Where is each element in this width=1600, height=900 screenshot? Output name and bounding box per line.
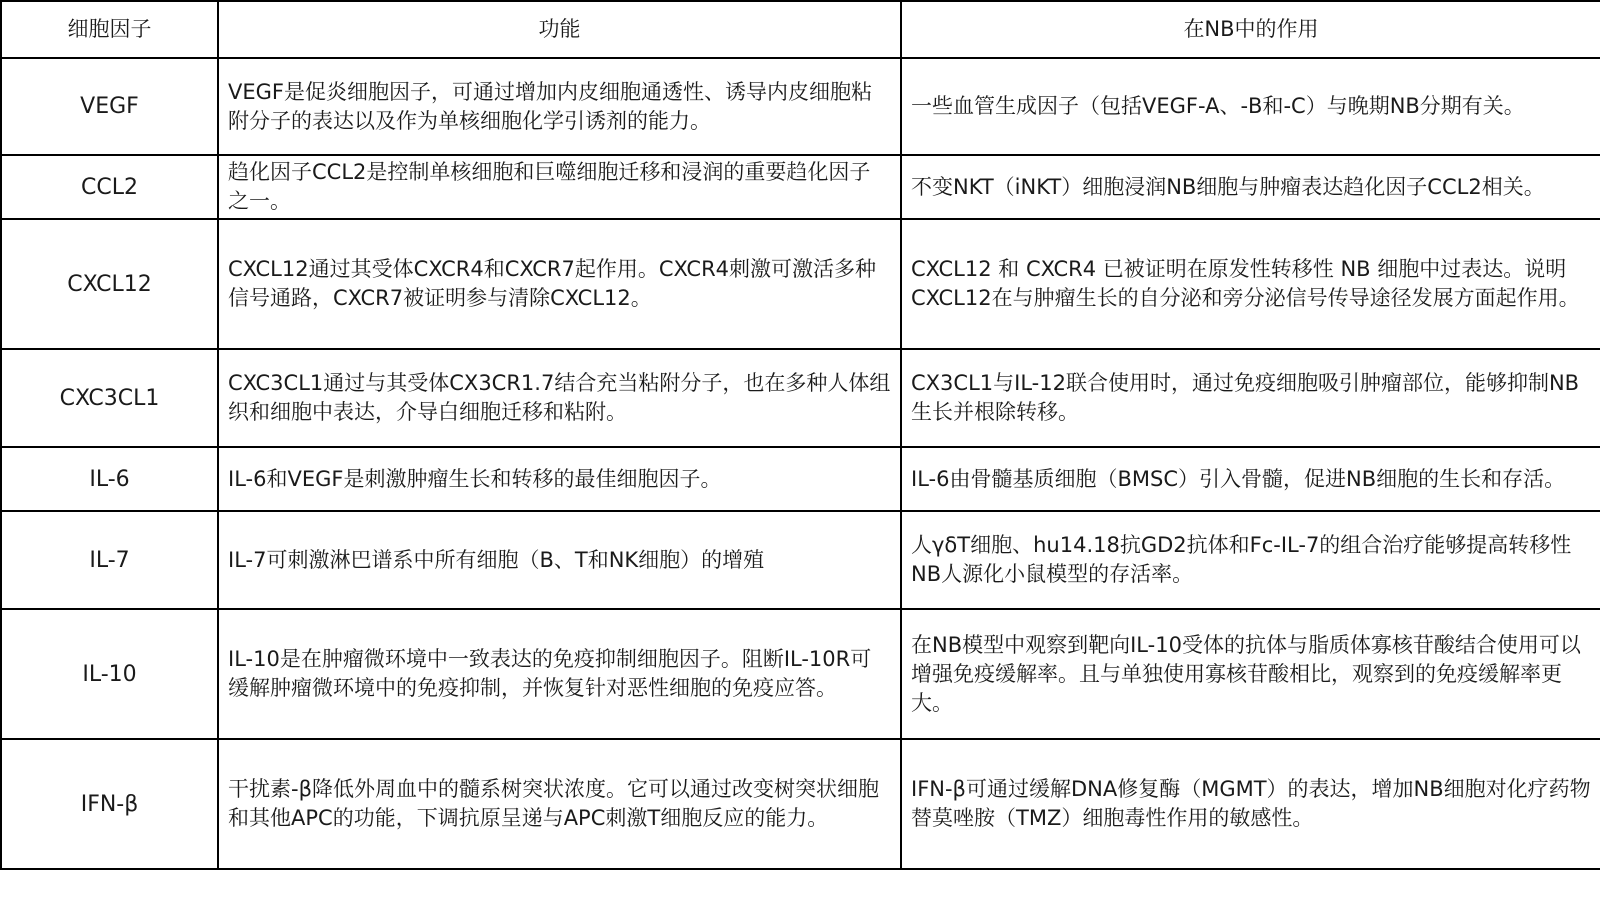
header-function: 功能 — [218, 1, 901, 58]
role-cell: CX3CL1与IL-12联合使用时，通过免疫细胞吸引肿瘤部位，能够抑制NB生长并根除转移。 — [901, 349, 1600, 447]
cytokine-cell: IL-6 — [1, 447, 218, 511]
cytokine-cell: CXC3CL1 — [1, 349, 218, 447]
role-cell: IFN-β可通过缓解DNA修复酶（MGMT）的表达，增加NB细胞对化疗药物替莫唑胺（TMZ）细胞毒性作用的敏感性。 — [901, 739, 1600, 869]
cytokine-cell: IL-7 — [1, 511, 218, 609]
role-cell: 不变NKT（iNKT）细胞浸润NB细胞与肿瘤表达趋化因子CCL2相关。 — [901, 155, 1600, 219]
table-row — [1, 219, 1600, 349]
header-role-in-nb: 在NB中的作用 — [901, 1, 1600, 58]
function-cell: 干扰素-β降低外周血中的髓系树突状浓度。它可以通过改变树突状细胞和其他APC的功能，下调抗原呈递与APC刺激T细胞反应的能力。 — [218, 739, 901, 869]
function-cell: CXC3CL1通过与其受体CX3CR1.7结合充当粘附分子，也在多种人体组织和细胞中表达，介导白细胞迁移和粘附。 — [218, 349, 901, 447]
cytokine-cell: IL-10 — [1, 609, 218, 739]
role-cell: 人γδT细胞、hu14.18抗GD2抗体和Fc-IL-7的组合治疗能够提高转移性NB人源化小鼠模型的存活率。 — [901, 511, 1600, 609]
function-cell: IL-10是在肿瘤微环境中一致表达的免疫抑制细胞因子。阻断IL-10R可缓解肿瘤微环境中的免疫抑制，并恢复针对恶性细胞的免疫应答。 — [218, 609, 901, 739]
table-row — [1, 511, 1600, 609]
table-row — [1, 58, 1600, 155]
function-cell: CXCL12通过其受体CXCR4和CXCR7起作用。CXCR4刺激可激活多种信号通路，CXCR7被证明参与清除CXCL12。 — [218, 219, 901, 349]
table-row — [1, 609, 1600, 739]
cytokine-cell: IFN-β — [1, 739, 218, 869]
function-cell: 趋化因子CCL2是控制单核细胞和巨噬细胞迁移和浸润的重要趋化因子之一。 — [218, 155, 901, 219]
header-row — [1, 1, 1600, 58]
header-cytokine: 细胞因子 — [1, 1, 218, 58]
cytokine-cell: CXCL12 — [1, 219, 218, 349]
function-cell: IL-7可刺激淋巴谱系中所有细胞（B、T和NK细胞）的增殖 — [218, 511, 901, 609]
table-row — [1, 349, 1600, 447]
function-cell: VEGF是促炎细胞因子，可通过增加内皮细胞通透性、诱导内皮细胞粘附分子的表达以及作为单核细胞化学引诱剂的能力。 — [218, 58, 901, 155]
table-row — [1, 739, 1600, 869]
role-cell: CXCL12 和 CXCR4 已被证明在原发性转移性 NB 细胞中过表达。说明CXCL12在与肿瘤生长的自分泌和旁分泌信号传导途径发展方面起作用。 — [901, 219, 1600, 349]
cytokine-cell: VEGF — [1, 58, 218, 155]
role-cell: IL-6由骨髓基质细胞（BMSC）引入骨髓，促进NB细胞的生长和存活。 — [901, 447, 1600, 511]
role-cell: 一些血管生成因子（包括VEGF-A、-B和-C）与晚期NB分期有关。 — [901, 58, 1600, 155]
table-row — [1, 155, 1600, 219]
role-cell: 在NB模型中观察到靶向IL-10受体的抗体与脂质体寡核苷酸结合使用可以增强免疫缓解率。且与单独使用寡核苷酸相比，观察到的免疫缓解率更大。 — [901, 609, 1600, 739]
table-row — [1, 447, 1600, 511]
function-cell: IL-6和VEGF是刺激肿瘤生长和转移的最佳细胞因子。 — [218, 447, 901, 511]
cytokine-cell: CCL2 — [1, 155, 218, 219]
